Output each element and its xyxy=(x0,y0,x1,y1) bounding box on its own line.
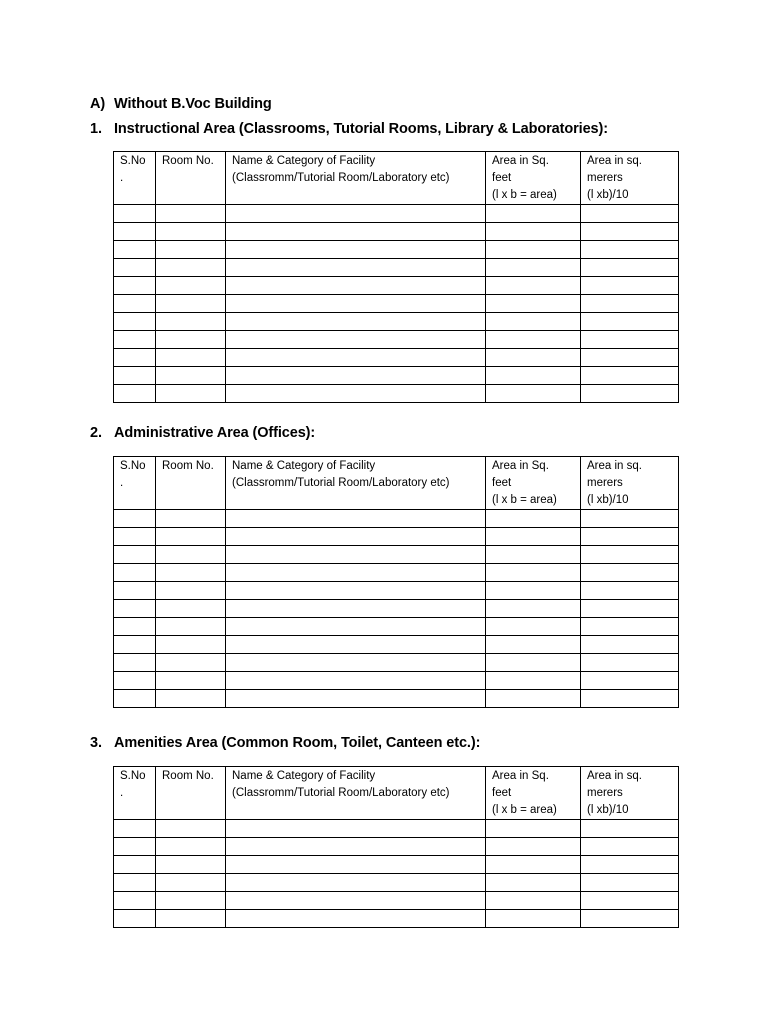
cell-sno xyxy=(114,349,156,367)
cell-area-sqm xyxy=(581,205,679,223)
table-row xyxy=(114,385,679,403)
header-area-sqft: Area in Sq. feet (l x b = area) xyxy=(486,457,581,510)
table-row xyxy=(114,654,679,672)
cell-room-no xyxy=(156,874,226,892)
cell-room-no xyxy=(156,313,226,331)
cell-area-sqm xyxy=(581,528,679,546)
header-area-sqm: Area in sq. merers (l xb)/10 xyxy=(581,152,679,205)
cell-room-no xyxy=(156,385,226,403)
header-area-sqm: Area in sq. merers (l xb)/10 xyxy=(581,767,679,820)
cell-sno xyxy=(114,582,156,600)
cell-facility-name xyxy=(226,690,486,708)
cell-area-sqft xyxy=(486,910,581,928)
cell-area-sqm xyxy=(581,367,679,385)
cell-sno xyxy=(114,510,156,528)
cell-facility-name xyxy=(226,331,486,349)
cell-facility-name xyxy=(226,259,486,277)
cell-room-no xyxy=(156,600,226,618)
cell-area-sqft xyxy=(486,510,581,528)
cell-area-sqm xyxy=(581,618,679,636)
cell-facility-name xyxy=(226,856,486,874)
section-2-num: 2. xyxy=(90,425,102,441)
table-row xyxy=(114,349,679,367)
cell-area-sqft xyxy=(486,205,581,223)
section-3-text: Amenities Area (Common Room, Toilet, Canteen etc.): xyxy=(114,735,481,751)
cell-facility-name xyxy=(226,636,486,654)
cell-sno xyxy=(114,205,156,223)
table-row xyxy=(114,820,679,838)
header-area-sqft: Area in Sq. feet (l x b = area) xyxy=(486,152,581,205)
table-row xyxy=(114,582,679,600)
cell-area-sqft xyxy=(486,295,581,313)
cell-area-sqft xyxy=(486,874,581,892)
cell-sno xyxy=(114,277,156,295)
cell-area-sqft xyxy=(486,856,581,874)
cell-area-sqm xyxy=(581,910,679,928)
cell-sno xyxy=(114,259,156,277)
cell-facility-name xyxy=(226,892,486,910)
section-1-title xyxy=(90,121,608,137)
cell-room-no xyxy=(156,331,226,349)
table-row xyxy=(114,636,679,654)
cell-area-sqft xyxy=(486,223,581,241)
cell-area-sqm xyxy=(581,820,679,838)
cell-area-sqm xyxy=(581,241,679,259)
cell-room-no xyxy=(156,241,226,259)
header-facility-name: Name & Category of Facility (Classromm/Tutorial Room/Laboratory etc) xyxy=(226,152,486,205)
cell-facility-name xyxy=(226,295,486,313)
cell-room-no xyxy=(156,910,226,928)
cell-facility-name xyxy=(226,654,486,672)
cell-area-sqft xyxy=(486,277,581,295)
header-sno: S.No . xyxy=(114,457,156,510)
cell-sno xyxy=(114,910,156,928)
cell-room-no xyxy=(156,564,226,582)
cell-area-sqm xyxy=(581,838,679,856)
cell-room-no xyxy=(156,582,226,600)
table-header-row xyxy=(114,767,679,820)
cell-area-sqft xyxy=(486,654,581,672)
cell-area-sqft xyxy=(486,690,581,708)
table-row xyxy=(114,564,679,582)
cell-area-sqm xyxy=(581,546,679,564)
table-row xyxy=(114,892,679,910)
cell-area-sqft xyxy=(486,331,581,349)
cell-area-sqm xyxy=(581,259,679,277)
header-area-sqm: Area in sq. merers (l xb)/10 xyxy=(581,457,679,510)
cell-room-no xyxy=(156,892,226,910)
cell-area-sqm xyxy=(581,672,679,690)
table-header-row xyxy=(114,457,679,510)
cell-facility-name xyxy=(226,600,486,618)
cell-room-no xyxy=(156,367,226,385)
cell-facility-name xyxy=(226,528,486,546)
table-row xyxy=(114,910,679,928)
cell-area-sqm xyxy=(581,892,679,910)
cell-area-sqft xyxy=(486,528,581,546)
cell-room-no xyxy=(156,349,226,367)
cell-room-no xyxy=(156,838,226,856)
cell-area-sqm xyxy=(581,564,679,582)
administrative-area-table xyxy=(113,456,679,708)
cell-sno xyxy=(114,241,156,259)
cell-facility-name xyxy=(226,241,486,259)
cell-area-sqft xyxy=(486,564,581,582)
cell-area-sqm xyxy=(581,600,679,618)
cell-room-no xyxy=(156,672,226,690)
cell-area-sqft xyxy=(486,546,581,564)
cell-sno xyxy=(114,331,156,349)
cell-facility-name xyxy=(226,564,486,582)
table-row xyxy=(114,277,679,295)
cell-area-sqft xyxy=(486,820,581,838)
cell-facility-name xyxy=(226,349,486,367)
cell-area-sqm xyxy=(581,277,679,295)
cell-sno xyxy=(114,690,156,708)
cell-area-sqm xyxy=(581,331,679,349)
cell-area-sqft xyxy=(486,349,581,367)
cell-facility-name xyxy=(226,618,486,636)
cell-area-sqft xyxy=(486,672,581,690)
cell-sno xyxy=(114,295,156,313)
cell-room-no xyxy=(156,528,226,546)
cell-area-sqm xyxy=(581,874,679,892)
table-row xyxy=(114,205,679,223)
cell-area-sqm xyxy=(581,636,679,654)
table-row xyxy=(114,295,679,313)
cell-area-sqft xyxy=(486,259,581,277)
cell-area-sqm xyxy=(581,856,679,874)
table-row xyxy=(114,313,679,331)
cell-sno xyxy=(114,223,156,241)
cell-area-sqm xyxy=(581,349,679,367)
cell-facility-name xyxy=(226,910,486,928)
cell-sno xyxy=(114,892,156,910)
cell-area-sqm xyxy=(581,385,679,403)
cell-facility-name xyxy=(226,838,486,856)
cell-area-sqm xyxy=(581,223,679,241)
cell-room-no xyxy=(156,856,226,874)
cell-facility-name xyxy=(226,510,486,528)
cell-area-sqm xyxy=(581,510,679,528)
section-3-num: 3. xyxy=(90,735,102,751)
cell-sno xyxy=(114,528,156,546)
cell-area-sqft xyxy=(486,241,581,259)
cell-room-no xyxy=(156,259,226,277)
cell-sno xyxy=(114,546,156,564)
cell-sno xyxy=(114,600,156,618)
heading-a xyxy=(90,96,272,112)
cell-sno xyxy=(114,618,156,636)
table-row xyxy=(114,331,679,349)
heading-a-text: Without B.Voc Building xyxy=(114,96,272,112)
cell-room-no xyxy=(156,546,226,564)
cell-facility-name xyxy=(226,385,486,403)
cell-room-no xyxy=(156,277,226,295)
cell-area-sqft xyxy=(486,385,581,403)
cell-area-sqm xyxy=(581,295,679,313)
cell-sno xyxy=(114,385,156,403)
table-row xyxy=(114,838,679,856)
header-sno: S.No . xyxy=(114,152,156,205)
cell-area-sqft xyxy=(486,636,581,654)
section-2-text: Administrative Area (Offices): xyxy=(114,425,316,441)
table-row xyxy=(114,241,679,259)
cell-area-sqm xyxy=(581,582,679,600)
cell-sno xyxy=(114,654,156,672)
cell-facility-name xyxy=(226,582,486,600)
cell-area-sqft xyxy=(486,892,581,910)
cell-sno xyxy=(114,672,156,690)
cell-room-no xyxy=(156,205,226,223)
cell-facility-name xyxy=(226,313,486,331)
cell-sno xyxy=(114,313,156,331)
cell-room-no xyxy=(156,510,226,528)
cell-sno xyxy=(114,564,156,582)
cell-area-sqft xyxy=(486,367,581,385)
cell-sno xyxy=(114,636,156,654)
table-row xyxy=(114,546,679,564)
instructional-area-table xyxy=(113,151,679,403)
cell-area-sqft xyxy=(486,618,581,636)
cell-facility-name xyxy=(226,672,486,690)
cell-facility-name xyxy=(226,820,486,838)
cell-area-sqft xyxy=(486,838,581,856)
cell-room-no xyxy=(156,820,226,838)
table-row xyxy=(114,618,679,636)
cell-room-no xyxy=(156,295,226,313)
section-3-title xyxy=(90,735,480,751)
table-row xyxy=(114,528,679,546)
cell-area-sqm xyxy=(581,690,679,708)
section-1-text: Instructional Area (Classrooms, Tutorial Rooms, Library & Laboratories): xyxy=(114,121,608,137)
table-row xyxy=(114,510,679,528)
amenities-area-table xyxy=(113,766,679,928)
cell-area-sqft xyxy=(486,313,581,331)
cell-room-no xyxy=(156,690,226,708)
cell-facility-name xyxy=(226,546,486,564)
cell-facility-name xyxy=(226,874,486,892)
table-row xyxy=(114,259,679,277)
header-room-no: Room No. xyxy=(156,152,226,205)
cell-facility-name xyxy=(226,277,486,295)
heading-a-num: A) xyxy=(90,96,106,112)
cell-room-no xyxy=(156,636,226,654)
cell-room-no xyxy=(156,654,226,672)
table-row xyxy=(114,874,679,892)
cell-room-no xyxy=(156,618,226,636)
table-header-row xyxy=(114,152,679,205)
header-room-no: Room No. xyxy=(156,457,226,510)
table-row xyxy=(114,672,679,690)
header-facility-name: Name & Category of Facility (Classromm/Tutorial Room/Laboratory etc) xyxy=(226,767,486,820)
cell-area-sqft xyxy=(486,582,581,600)
header-facility-name: Name & Category of Facility (Classromm/Tutorial Room/Laboratory etc) xyxy=(226,457,486,510)
cell-sno xyxy=(114,856,156,874)
table-row xyxy=(114,856,679,874)
cell-sno xyxy=(114,874,156,892)
cell-sno xyxy=(114,838,156,856)
table-row xyxy=(114,600,679,618)
cell-sno xyxy=(114,820,156,838)
cell-area-sqm xyxy=(581,313,679,331)
cell-facility-name xyxy=(226,223,486,241)
cell-sno xyxy=(114,367,156,385)
section-1-num: 1. xyxy=(90,121,102,137)
cell-area-sqft xyxy=(486,600,581,618)
cell-facility-name xyxy=(226,205,486,223)
table-row xyxy=(114,223,679,241)
table-row xyxy=(114,367,679,385)
header-room-no: Room No. xyxy=(156,767,226,820)
table-row xyxy=(114,690,679,708)
header-sno: S.No . xyxy=(114,767,156,820)
cell-facility-name xyxy=(226,367,486,385)
cell-area-sqm xyxy=(581,654,679,672)
section-2-title xyxy=(90,425,315,441)
cell-room-no xyxy=(156,223,226,241)
header-area-sqft: Area in Sq. feet (l x b = area) xyxy=(486,767,581,820)
